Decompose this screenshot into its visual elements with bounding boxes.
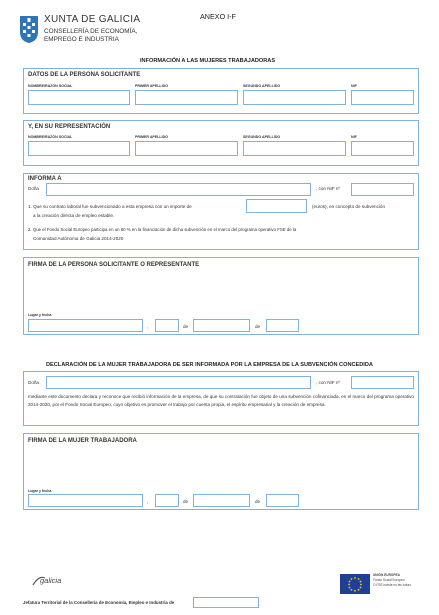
- representative-surname2-field[interactable]: [243, 141, 346, 156]
- applicant-name-label: NOMBRE/RAZÓN SOCIAL: [28, 84, 73, 88]
- eu-line-1: UNIÓN EUROPEA: [373, 573, 400, 577]
- signature1-section: [23, 257, 419, 335]
- signature1-place-field[interactable]: [28, 319, 143, 332]
- inform-item1-text-b: (euros), en concepto de subvención: [312, 204, 386, 209]
- eu-flag-icon: [340, 574, 370, 594]
- declaration-title: DECLARACIÓN DE LA MUJER TRABAJADORA DE SER INFORMADA POR LA EMPRESA DE LA SUBVENCIÓN CONCEDIDA: [46, 362, 373, 368]
- declaration-dona-field[interactable]: [46, 376, 311, 389]
- representative-name-label: NOMBRE/RAZÓN SOCIAL: [28, 135, 73, 139]
- representative-surname1-label: PRIMER APELLIDO: [135, 135, 169, 139]
- applicant-surname2-field[interactable]: [243, 90, 346, 105]
- inform-item1-text-c: a la creación directa de empleo estable.: [33, 213, 115, 218]
- declaration-nif-field[interactable]: [351, 376, 414, 389]
- representative-nif-field[interactable]: [351, 141, 414, 156]
- representative-surname1-field[interactable]: [135, 141, 238, 156]
- declaration-text: mediante este documento declara y reconoce que recibió información de la empresa, de que su contratación fue objeto de una subvención cofinanciada, en el marco del programa operativo 2014-2020, por el Fondo Social Europeo, cuyo objetivo es promover el trabajo por cuenta propia, el espíritu empresarial y la creación de empresa.: [28, 394, 414, 407]
- annex-label: ANEXO I-F: [200, 12, 236, 21]
- applicant-nif-field[interactable]: [351, 90, 414, 105]
- signature2-section: [23, 433, 419, 510]
- inform-dona-label: Doña: [28, 186, 39, 191]
- signature2-de-1: de: [183, 499, 189, 504]
- declaration-nif-label: , con NIF nº: [316, 380, 341, 385]
- inform-amount-field[interactable]: [246, 199, 307, 213]
- signature2-place-date-label: Lugar y fecha: [28, 489, 52, 493]
- signature1-place-date-label: Lugar y fecha: [28, 313, 52, 317]
- inform-dona-field[interactable]: [46, 183, 311, 196]
- signature2-place-field[interactable]: [28, 494, 143, 507]
- chief-office-field[interactable]: [193, 597, 259, 608]
- representative-nif-label: NIF: [351, 135, 357, 139]
- signature2-de-2: de: [255, 499, 261, 504]
- inform-nif-label: , con NIF nº: [316, 186, 341, 191]
- declaration-dona-label: Doña: [28, 380, 39, 385]
- signature1-de-2: de: [255, 324, 261, 329]
- signature2-heading: FIRMA DE LA MUJER TRABAJADORA: [28, 438, 137, 444]
- inform-nif-field[interactable]: [351, 183, 414, 196]
- applicant-surname1-label: PRIMER APELLIDO: [135, 84, 169, 88]
- chief-text: Jefatura Territorial de la Consellería de Economía, Empleo e Industria de: [23, 600, 175, 605]
- org-name: XUNTA DE GALICIA: [44, 14, 141, 25]
- applicant-nif-label: NIF: [351, 84, 357, 88]
- signature1-month-field[interactable]: [193, 319, 250, 332]
- galicia-logo-text: galicia: [40, 576, 62, 585]
- signature1-day-field[interactable]: [155, 319, 179, 332]
- declaration-section: [23, 371, 419, 426]
- dept-line-2: EMPREGO E INDUSTRIA: [44, 36, 119, 43]
- applicant-surname2-label: SEGUNDO APELLIDO: [243, 84, 281, 88]
- inform-section: [23, 173, 419, 250]
- signature2-year-field[interactable]: [266, 494, 299, 507]
- representative-heading: Y, EN SU REPRESENTACIÓN: [28, 124, 111, 130]
- eu-line-2: Fondo Social Europeo: [373, 578, 405, 582]
- representative-section: [23, 120, 419, 166]
- representative-surname2-label: SEGUNDO APELLIDO: [243, 135, 281, 139]
- inform-item2-text-b: Comunidad Autónoma de Galicia 2014-2020: [33, 236, 124, 241]
- applicant-name-field[interactable]: [28, 90, 130, 105]
- signature1-heading: FIRMA DE LA PERSONA SOLICITANTE O REPRESENTANTE: [28, 262, 200, 268]
- applicant-surname1-field[interactable]: [135, 90, 238, 105]
- signature1-year-field[interactable]: [266, 319, 299, 332]
- coat-of-arms-icon: [18, 14, 40, 44]
- applicant-heading: DATOS DE LA PERSONA SOLICITANTE: [28, 72, 141, 78]
- signature1-de-1: de: [183, 324, 189, 329]
- inform-heading: INFORMA A: [28, 176, 62, 182]
- signature2-day-field[interactable]: [155, 494, 179, 507]
- page-title: INFORMACIÓN A LAS MUJERES TRABAJADORAS: [140, 58, 276, 64]
- signature2-comma: ,: [147, 499, 149, 504]
- xunta-logo: [18, 12, 158, 52]
- applicant-section: [23, 68, 419, 114]
- inform-item1-text-a: 1. Que su contrato laboral fue subvencionado a esta empresa con un importe de: [28, 204, 192, 209]
- dept-line-1: CONSELLERÍA DE ECONOMÍA,: [44, 28, 138, 35]
- eu-logo: [340, 572, 424, 594]
- signature2-month-field[interactable]: [193, 494, 250, 507]
- inform-item2-text-a: 2. Que el Fondo Social Europeo participa en un 80 % en la financiación de dicha subvención en el marco del programa operativo FSE de la: [28, 227, 297, 232]
- galicia-logo: [32, 573, 82, 589]
- representative-name-field[interactable]: [28, 141, 130, 156]
- eu-line-3: O FSE inviste no teu futuro: [373, 583, 412, 587]
- signature1-comma: ,: [147, 324, 149, 329]
